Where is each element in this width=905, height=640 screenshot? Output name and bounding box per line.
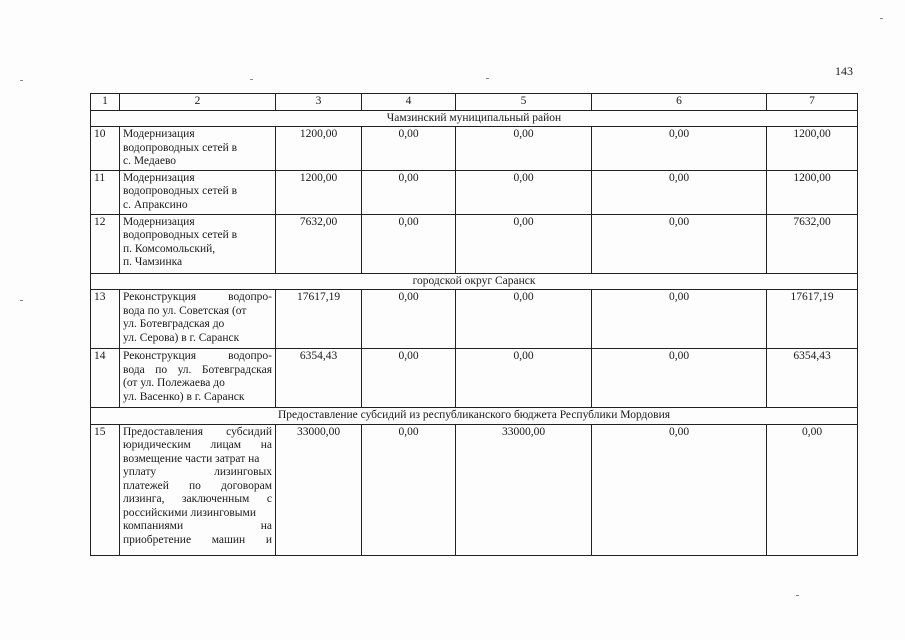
page-number: 143 xyxy=(835,64,853,78)
row-number: 15 xyxy=(91,424,120,555)
cell-total: 33000,00 xyxy=(276,424,362,555)
section-title: Предоставление субсидий из республиканского бюджета Республики Мордовия xyxy=(91,408,858,425)
cell-col6: 0,00 xyxy=(592,424,767,555)
cell-col6: 0,00 xyxy=(592,290,767,349)
section-title: Чамзинский муниципальный район xyxy=(91,110,858,127)
cell-col4: 0,00 xyxy=(362,170,456,214)
table-header-row xyxy=(91,94,858,111)
section-row xyxy=(91,273,858,290)
row-name: Модернизация водопроводных сетей в п. Комсомольский, п. Чамзинка xyxy=(120,214,276,273)
cell-col5: 0,00 xyxy=(456,214,592,273)
header-cell: 7 xyxy=(767,94,858,111)
scan-speck xyxy=(20,300,23,301)
cell-col7: 17617,19 xyxy=(767,290,858,349)
cell-col6: 0,00 xyxy=(592,170,767,214)
table-row xyxy=(91,349,858,408)
cell-col5: 0,00 xyxy=(456,349,592,408)
row-number: 10 xyxy=(91,127,120,171)
cell-col7: 1200,00 xyxy=(767,127,858,171)
cell-col5: 33000,00 xyxy=(456,424,592,555)
section-row xyxy=(91,110,858,127)
table-row xyxy=(91,424,858,555)
table-row xyxy=(91,127,858,171)
header-cell: 6 xyxy=(592,94,767,111)
cell-col4: 0,00 xyxy=(362,349,456,408)
cell-col4: 0,00 xyxy=(362,424,456,555)
cell-col6: 0,00 xyxy=(592,127,767,171)
header-cell: 4 xyxy=(362,94,456,111)
scan-speck xyxy=(20,80,23,81)
row-name: Реконструкция водопро- вода по ул. Ботевградская (от ул. Полежаева до ул. Васенко) в г. Саранск xyxy=(120,349,276,408)
row-number: 12 xyxy=(91,214,120,273)
scan-speck xyxy=(250,79,253,80)
cell-col5: 0,00 xyxy=(456,290,592,349)
cell-col7: 1200,00 xyxy=(767,170,858,214)
section-title: городской округ Саранск xyxy=(91,273,858,290)
header-cell: 3 xyxy=(276,94,362,111)
section-row xyxy=(91,408,858,425)
row-number: 14 xyxy=(91,349,120,408)
table-row xyxy=(91,170,858,214)
cell-col4: 0,00 xyxy=(362,214,456,273)
scan-speck xyxy=(796,595,799,596)
cell-col6: 0,00 xyxy=(592,349,767,408)
row-number: 11 xyxy=(91,170,120,214)
cell-col5: 0,00 xyxy=(456,127,592,171)
cell-total: 17617,19 xyxy=(276,290,362,349)
row-name: Реконструкция водопро- вода по ул. Советская (от ул. Ботевградская до ул. Серова) в г. Саранск xyxy=(120,290,276,349)
cell-total: 1200,00 xyxy=(276,127,362,171)
header-cell: 1 xyxy=(91,94,120,111)
cell-total: 6354,43 xyxy=(276,349,362,408)
scan-speck xyxy=(486,78,489,79)
cell-col4: 0,00 xyxy=(362,127,456,171)
row-name: Модернизация водопроводных сетей в с. Медаево xyxy=(120,127,276,171)
cell-col4: 0,00 xyxy=(362,290,456,349)
cell-col6: 0,00 xyxy=(592,214,767,273)
header-cell: 5 xyxy=(456,94,592,111)
cell-col7: 0,00 xyxy=(767,424,858,555)
row-name: Предоставления субсидий юридическим лицам на возмещение части затрат на уплату лизинговых платежей по договорам лизинга, заключенным с российскими лизинговыми компаниями на приобретение машин и xyxy=(120,424,276,555)
table-row xyxy=(91,290,858,349)
row-name: Модернизация водопроводных сетей в с. Апраксино xyxy=(120,170,276,214)
scan-speck xyxy=(880,18,883,19)
table-row xyxy=(91,214,858,273)
header-cell: 2 xyxy=(120,94,276,111)
cell-col7: 6354,43 xyxy=(767,349,858,408)
cell-col5: 0,00 xyxy=(456,170,592,214)
cell-col7: 7632,00 xyxy=(767,214,858,273)
cell-total: 1200,00 xyxy=(276,170,362,214)
data-table xyxy=(90,93,858,556)
cell-total: 7632,00 xyxy=(276,214,362,273)
row-number: 13 xyxy=(91,290,120,349)
